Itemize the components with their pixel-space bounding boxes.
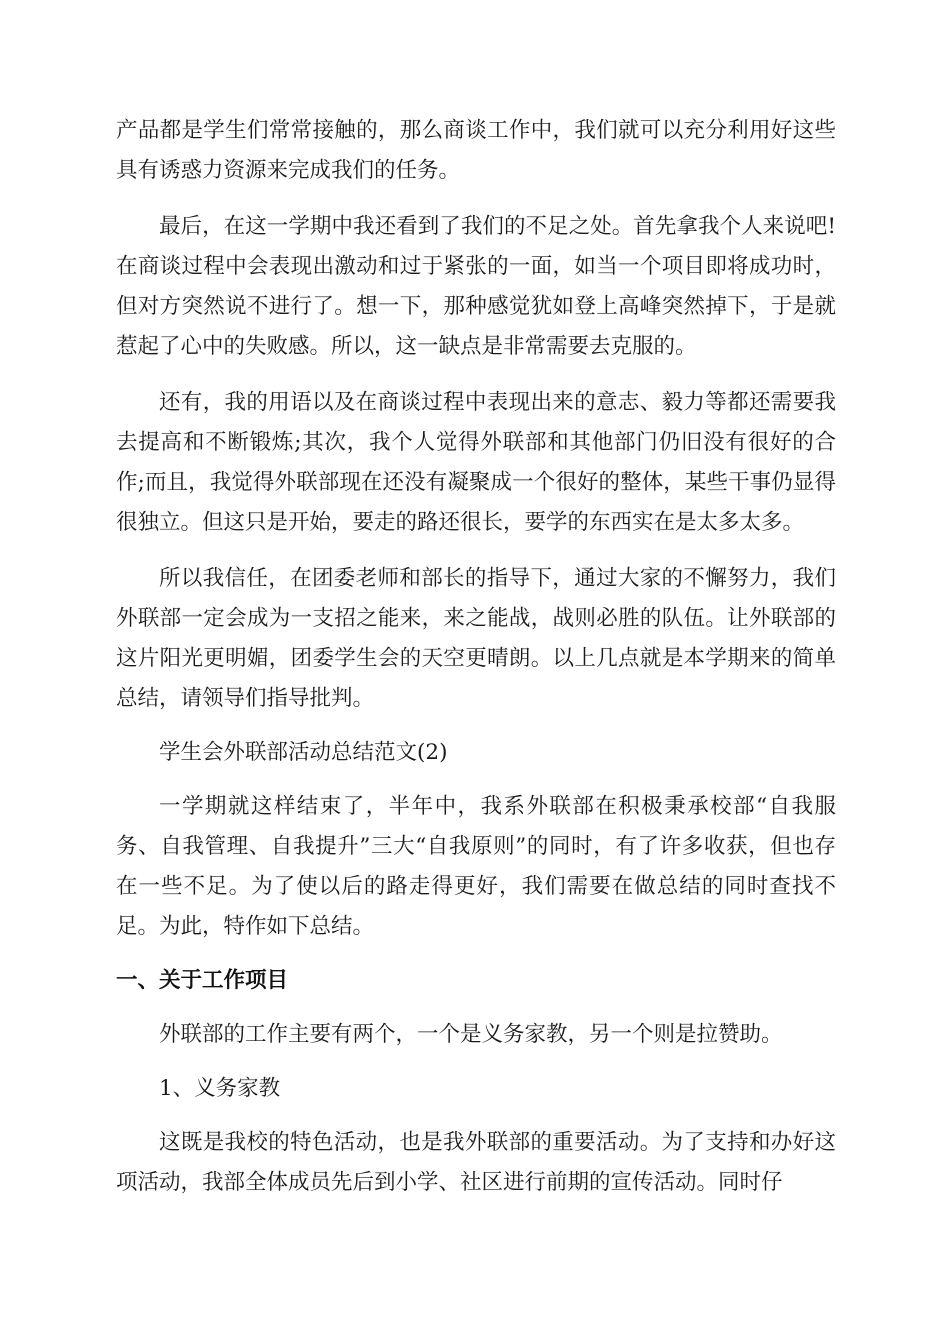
document-body <box>116 111 836 1203</box>
paragraph-continuation: 产品都是学生们常常接触的，那么商谈工作中，我们就可以充分利用好这些具有诱惑力资源来完成我们的任务。 <box>116 118 836 183</box>
section-title: 学生会外联部活动总结范文(2) <box>159 740 448 765</box>
paragraph-tutoring: 这既是我校的特色活动，也是我外联部的重要活动。为了支持和办好这项活动，我部全体成员先后到小学、社区进行前期的宣传活动。同时仔 <box>116 1130 836 1195</box>
paragraph-shortcomings: 最后，在这一学期中我还看到了我们的不足之处。首先拿我个人来说吧!在商谈过程中会表现出激动和过于紧张的一面，如当一个项目即将成功时，但对方突然说不进行了。想一下，那种感觉犹如登上高峰突然掉下，于是就惹起了心中的失败感。所以，这一缺点是非常需要去克服的。 <box>116 214 836 359</box>
paragraph-conclusion: 所以我信任，在团委老师和部长的指导下，通过大家的不懈努力，我们外联部一定会成为一支招之能来，来之能战，战则必胜的队伍。让外联部的这片阳光更明媚，团委学生会的天空更晴朗。以上几点就是本学期来的简单总结，请领导们指导批判。 <box>116 566 836 711</box>
paragraph-improvements: 还有，我的用语以及在商谈过程中表现出来的意志、毅力等都还需要我去提高和不断锻炼;其次，我个人觉得外联部和其他部门仍旧没有很好的合作;而且，我觉得外联部现在还没有凝聚成一个很好的整体，某些干事仍显得很独立。但这只是开始，要走的路还很长，要学的东西实在是太多太多。 <box>116 390 836 535</box>
subheading-tutoring: 1、义务家教 <box>159 1076 281 1101</box>
paragraph-intro: 一学期就这样结束了，半年中，我系外联部在积极秉承校部“自我服务、自我管理、自我提升”三大“自我原则”的同时，有了许多收获，但也存在一些不足。为了使以后的路走得更好，我们需要在做总结的同时查找不足。为此，特作如下总结。 <box>116 794 836 939</box>
paragraph-work-overview: 外联部的工作主要有两个，一个是义务家教，另一个则是拉赞助。 <box>159 1022 783 1047</box>
heading-work-items: 一、关于工作项目 <box>116 968 289 993</box>
